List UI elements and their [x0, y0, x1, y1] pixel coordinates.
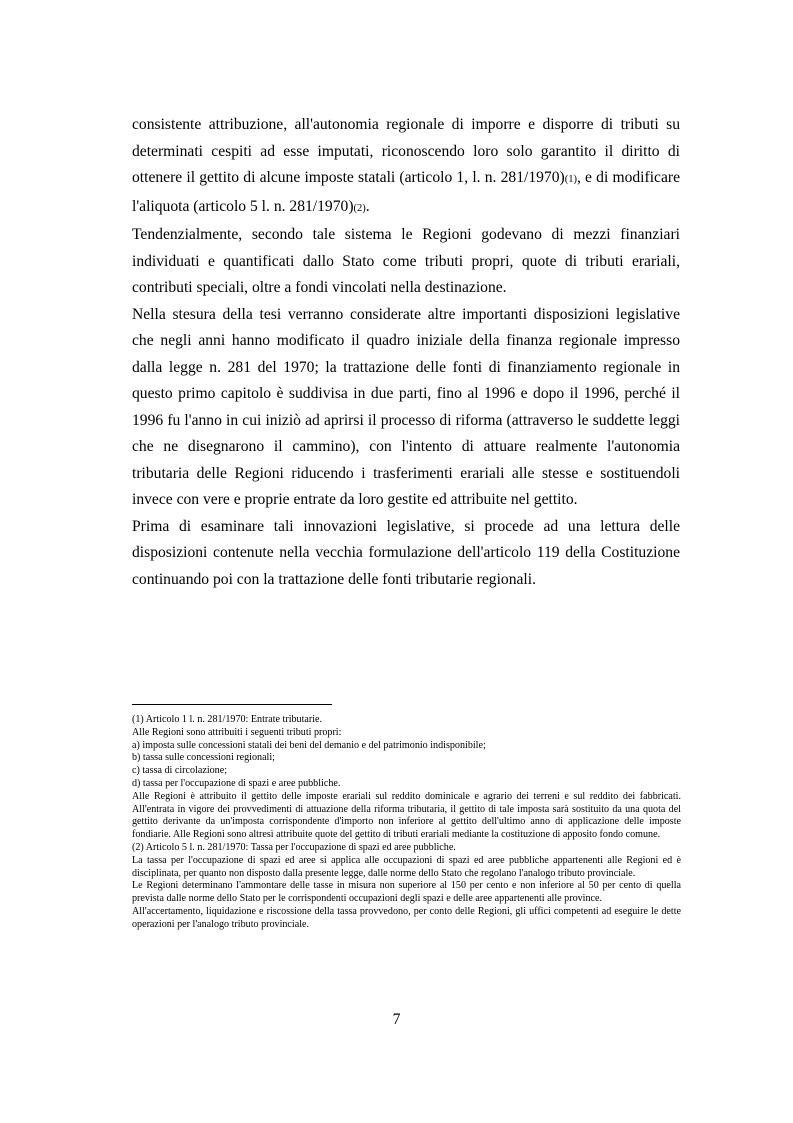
- footnote-1-item-d: d) tassa per l'occupazione di spazi e aree pubbliche.: [132, 777, 341, 789]
- footnotes: [132, 714, 681, 932]
- paragraph-4: Prima di esaminare tali innovazioni legislative, si procede ad una lettura delle disposizioni contenute nella vecchia formulazione dell'articolo 119 della Costituzione continuando poi con la trattazione delle fonti tributarie regionali.: [132, 517, 680, 588]
- paragraph-2: Tendenzialmente, secondo tale sistema le Regioni godevano di mezzi finanziari individuati e quantificati dallo Stato come tributi propri, quote di tributi erariali, contributi speciali, oltre a fondi vincolati nella destinazione.: [132, 226, 680, 296]
- footnote-ref-1: (1): [564, 174, 577, 185]
- footnote-1-item-a: a) imposta sulle concessioni statali dei beni del demanio e del patrimonio indisponibile;: [132, 739, 486, 751]
- footnote-1-intro: Alle Regioni sono attribuiti i seguenti tributi propri:: [132, 726, 342, 738]
- footnote-2-title: (2) Articolo 5 l. n. 281/1970: Tassa per l'occupazione di spazi ed aree pubbliche.: [132, 841, 456, 853]
- footnote-1-body: Alle Regioni è attribuito il gettito delle imposte erariali sul reddito dominicale e agrario dei terreni e sul reddito dei fabbricati. All'entrata in vigore dei provvedimenti di attuazione della riforma tributaria, il gettito di tale imposta sarà sostituito da una quota del gettito derivante da un'imposta corrispondente d'importo non inferiore al gettito dell'ultimo anno di applicazione delle imposte fondiarie. Alle Regioni sono altresì attribuite quote del gettito di tributi erariali mediante la costituzione di apposito fondo comune.: [132, 790, 681, 841]
- footnote-ref-2: (2): [353, 202, 366, 214]
- footnote-2-paragraph-2: Le Regioni determinano l'ammontare delle tasse in misura non superiore al 150 per cento e non inferiore al 50 per cento di quella prevista dalle norme dello Stato per le corrispondenti occupazioni degli spazi e delle aree appartenenti alle province.: [132, 880, 681, 905]
- footnote-separator: [132, 704, 332, 705]
- footnote-1-title: (1) Articolo 1 l. n. 281/1970: Entrate tributarie.: [132, 714, 323, 725]
- paragraph-1: consistente attribuzione, all'autonomia regionale di imporre e disporre di tributi su determinati cespiti ad esse imputati, riconoscendo loro solo garantito il diritto di ottenere il gettito di alcune imposte statali (articolo 1, l. n. 281/1970)(1), e di modificare l'aliquota (articolo 5 l. n. 281/1970)(2).: [132, 116, 681, 215]
- paragraph-3: Nella stesura della tesi verranno considerate altre importanti disposizioni legislative che negli anni hanno modificato il quadro iniziale della finanza regionale impresso dalla legge n. 281 del 1970; la trattazione delle fonti di finanziamento regionale in questo primo capitolo è suddivisa in due parti, fino al 1996 e dopo il 1996, perché il 1996 fu l'anno in cui iniziò ad aprirsi il processo di riforma (attraverso le suddette leggi che ne disegnarono il cammino), con l'intento di attuare realmente l'autonomia tributaria delle Regioni riducendo i trasferimenti erariali alle stesse e sostituendoli invece con vere e proprie entrate da loro gestite ed attribuite nel gettito.: [132, 305, 680, 508]
- page-number: 7: [392, 1011, 401, 1028]
- footnote-1-item-c: c) tassa di circolazione;: [132, 765, 228, 777]
- footnote-2-paragraph-1: La tassa per l'occupazione di spazi ed aree si applica alle occupazioni di spazi ed aree pubbliche appartenenti alle Regioni ed è disciplinata, per quanto non disposto dalla presente legge, dalle norme dello Stato che regolano l'analogo tributo provinciale.: [132, 854, 681, 879]
- body-text: [132, 112, 680, 593]
- footnote-2-paragraph-3: All'accertamento, liquidazione e riscossione della tassa provvedono, per conto delle Regioni, gli uffici competenti ad eseguire le dette operazioni per l'analogo tributo provinciale.: [132, 905, 681, 930]
- footnote-1-item-b: b) tassa sulle concessioni regionali;: [132, 752, 275, 764]
